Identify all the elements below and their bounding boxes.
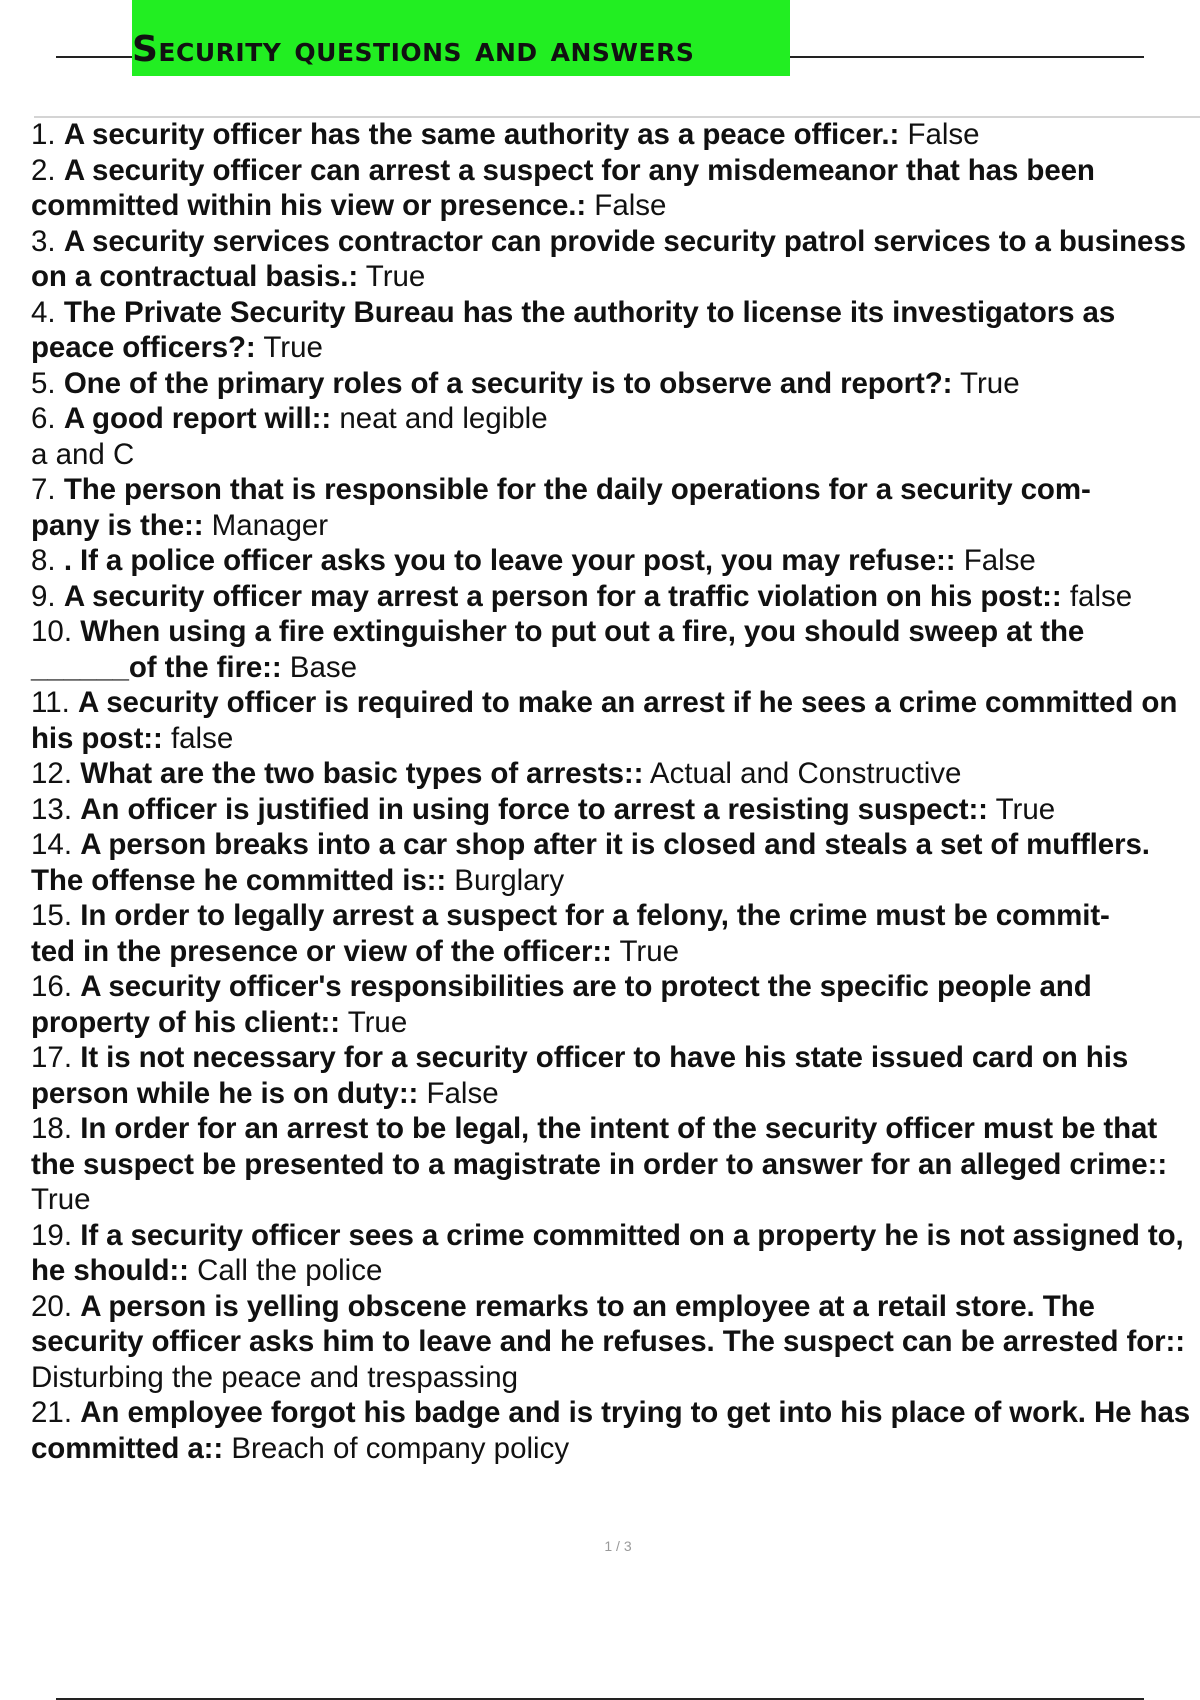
question-text: A good report will:: [63,402,332,435]
qa-item [31,1395,1200,1466]
qa-item [31,1040,1200,1111]
answer-text: True [960,366,1020,400]
qa-item [31,685,1200,756]
question-text: The person that is responsible for the daily operations for a security com- pany is the:: [31,473,1091,542]
page-number: 1 / 3 [604,1538,632,1554]
answer-text: False [907,118,980,151]
answer-text: Manager [211,508,329,542]
item-number: 4. [31,295,56,329]
answer-text: False [594,189,667,222]
item-number: 7. [31,473,56,506]
question-text: A person is yelling obscene remarks to an employee at a retail store. The security officer asks him to leave and he refuses. The suspect can be arrested for:: [31,1289,1185,1358]
question-text: An employee forgot his badge and is trying to get into his place of work. He has committed a:: [31,1396,1199,1465]
answer-text: neat and legible a and C [31,402,548,471]
item-number: 20. [31,1289,73,1323]
question-text: A security officer is required to make an arrest if he sees a crime committed on his post:: [31,686,1186,755]
item-number: 11. [31,686,70,719]
answer-text: False [963,544,1036,577]
item-number: 8. [31,544,56,577]
question-text: A security officer can arrest a suspect for any misdemeanor that has been committed within his view or presence.: [31,153,1103,222]
answer-text: Base [289,650,358,684]
question-text: What are the two basic types of arrests:: [80,757,644,790]
question-text: A security officer's responsibilities are to protect the specific people and property of his client:: [31,970,1100,1039]
question-text: If a security officer sees a crime committed on a property he is not assigned to, he should:: [31,1218,1192,1287]
item-number: 9. [31,579,56,613]
question-text: A security officer has the same authority as a peace officer.: [63,118,900,151]
question-text: It is not necessary for a security officer to have his state issued card on his person while he is on duty:: [31,1041,1137,1110]
item-number: 13. [31,792,73,826]
question-text: In order to legally arrest a suspect for a felony, the crime must be commit- ted in the presence or view of the officer:: [31,899,1110,968]
page-title: Security questions and answers [132,29,695,70]
answer-text: True [365,260,426,293]
question-text: One of the primary roles of a security is to observe and report?: [63,366,953,400]
answer-text: Actual and Constructive [649,757,962,790]
answer-text: True [619,934,680,968]
qa-item [31,1111,1200,1218]
question-text: A security services contractor can provide security patrol services to a business on a contractual basis.: [31,224,1195,293]
qa-item [31,117,1200,153]
item-number: 1. [31,118,56,151]
question-text: . If a police officer asks you to leave your post, you may refuse:: [63,544,956,577]
answer-text: False [426,1076,499,1110]
qa-item [31,1218,1200,1289]
item-number: 14. [31,828,73,861]
qa-item [31,792,1200,828]
qa-list [31,117,1200,1466]
answer-text: True [31,1183,91,1216]
qa-item [31,295,1200,366]
qa-item [31,153,1200,224]
item-number: 5. [31,366,56,400]
question-text: A person breaks into a car shop after it is closed and steals a set of mufflers. The offense he committed is:: [31,828,1158,897]
question-text: The Private Security Bureau has the authority to license its investigators as peace officers?: [31,295,1124,364]
question-text: In order for an arrest to be legal, the intent of the security officer must be that the suspect be presented to a magistrate in order to answer for an alleged crime:: [31,1112,1168,1181]
answer-text: false [170,721,234,755]
qa-item [31,898,1200,969]
answer-text: false [1069,579,1133,613]
item-number: 6. [31,402,56,435]
answer-text: Call the police [197,1254,383,1287]
item-number: 18. [31,1112,73,1145]
qa-item [31,472,1200,543]
qa-item [31,756,1200,792]
qa-item [31,543,1200,579]
answer-text: Disturbing the peace and trespassing [31,1360,519,1394]
qa-item [31,579,1200,615]
item-number: 3. [31,224,56,258]
item-number: 19. [31,1218,73,1252]
answer-text: True [347,1005,408,1039]
item-number: 10. [31,615,73,648]
answer-text: Breach of company policy [231,1431,570,1465]
question-text: When using a fire extinguisher to put out a fire, you should sweep at the ______of the fire:: [31,615,1093,684]
qa-item [31,401,1200,472]
item-number: 15. [31,899,73,932]
item-number: 21. [31,1396,73,1429]
qa-item [31,969,1200,1040]
title-rule-left [56,56,132,58]
answer-text: True [995,792,1056,826]
answer-text: True [263,331,323,364]
qa-item [31,224,1200,295]
item-number: 17. [31,1041,73,1074]
qa-item [31,827,1200,898]
qa-item [31,614,1200,685]
item-number: 2. [31,153,56,187]
question-text: A security officer may arrest a person for a traffic violation on his post:: [63,579,1062,613]
item-number: 12. [31,757,73,790]
item-number: 16. [31,970,73,1003]
qa-item [31,366,1200,402]
question-text: An officer is justified in using force to arrest a resisting suspect:: [80,792,988,826]
qa-item [31,1289,1200,1396]
answer-text: Burglary [454,863,565,897]
title-rule-right [790,56,1144,58]
